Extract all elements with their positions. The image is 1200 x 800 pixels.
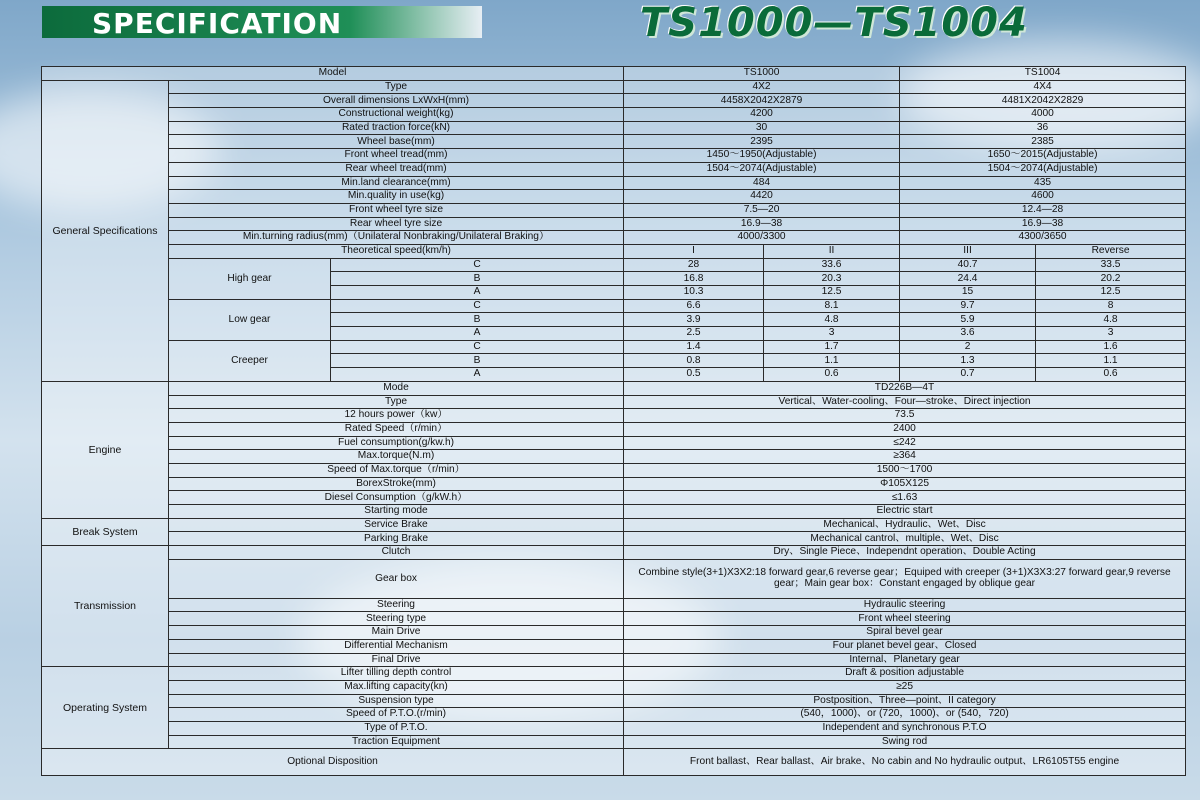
table-row xyxy=(42,694,1186,708)
spec-label: Min.quality in use(kg) xyxy=(169,190,624,204)
speed-header: Theoretical speed(km/h) xyxy=(169,244,624,258)
spec-value: ≥364 xyxy=(624,450,1186,464)
table-row xyxy=(42,450,1186,464)
speed-range-label: B xyxy=(331,354,624,368)
spec-value: Front wheel steering xyxy=(624,612,1186,626)
table-row xyxy=(42,491,1186,505)
model-header: Model xyxy=(42,67,624,81)
table-row xyxy=(42,612,1186,626)
table-row xyxy=(42,749,1186,776)
table-row xyxy=(42,708,1186,722)
spec-value-ts1000: 16.9—38 xyxy=(624,217,900,231)
spec-value-ts1000: 2395 xyxy=(624,135,900,149)
optional-disposition-value: Front ballast、Rear ballast、Air brake、No cabin and No hydraulic output、LR6105T55 engine xyxy=(624,749,1186,776)
table-row xyxy=(42,244,1186,258)
spec-label: 12 hours power（kw） xyxy=(169,409,624,423)
spec-label: Overall dimensions LxWxH(mm) xyxy=(169,94,624,108)
speed-group-label: Creeper xyxy=(169,340,331,381)
table-row xyxy=(42,409,1186,423)
spec-label: Constructional weight(kg) xyxy=(169,108,624,122)
spec-value: Dry、Single Piece、Independnt operation、Double Acting xyxy=(624,546,1186,560)
spec-value-ts1004: 4000 xyxy=(900,108,1186,122)
spec-label: Speed of Max.torque（r/min） xyxy=(169,463,624,477)
spec-value: Draft & position adjustable xyxy=(624,667,1186,681)
table-row xyxy=(42,176,1186,190)
optional-disposition-label: Optional Disposition xyxy=(42,749,624,776)
spec-value: Swing rod xyxy=(624,735,1186,749)
spec-value: Internal、Planetary gear xyxy=(624,653,1186,667)
spec-value-ts1000: 1504～2074(Adjustable) xyxy=(624,162,900,176)
spec-label: Max.torque(N.m) xyxy=(169,450,624,464)
spec-label: Main Drive xyxy=(169,626,624,640)
speed-value: 1.1 xyxy=(764,354,900,368)
spec-label: Rated traction force(kN) xyxy=(169,121,624,135)
speed-range-label: A xyxy=(331,286,624,300)
spec-value: Hydraulic steering xyxy=(624,598,1186,612)
spec-value-ts1004: 4X4 xyxy=(900,80,1186,94)
table-row xyxy=(42,598,1186,612)
table-row xyxy=(42,94,1186,108)
table-row xyxy=(42,80,1186,94)
speed-value: 4.8 xyxy=(764,313,900,327)
category-general: General Specifications xyxy=(42,80,169,381)
table-row xyxy=(42,721,1186,735)
speed-value: 2 xyxy=(900,340,1036,354)
speed-value: 0.6 xyxy=(1036,368,1186,382)
speed-value: 3.9 xyxy=(624,313,764,327)
speed-value: 10.3 xyxy=(624,286,764,300)
spec-value: (540，1000)、or (720，1000)、or (540，720) xyxy=(624,708,1186,722)
spec-label: BorexStroke(mm) xyxy=(169,477,624,491)
speed-group-label: High gear xyxy=(169,258,331,299)
table-row xyxy=(42,653,1186,667)
table-row xyxy=(42,518,1186,532)
table-row xyxy=(42,258,1186,272)
speed-value: 24.4 xyxy=(900,272,1036,286)
category-operating-system: Operating System xyxy=(42,667,169,749)
table-row xyxy=(42,135,1186,149)
table-row xyxy=(42,735,1186,749)
table-row xyxy=(42,121,1186,135)
speed-value: 4.8 xyxy=(1036,313,1186,327)
spec-value-ts1004: 1504～2074(Adjustable) xyxy=(900,162,1186,176)
table-row xyxy=(42,626,1186,640)
table-row xyxy=(42,463,1186,477)
spec-label: Traction Equipment xyxy=(169,735,624,749)
speed-value: 28 xyxy=(624,258,764,272)
spec-label: Front wheel tyre size xyxy=(169,203,624,217)
speed-value: 1.7 xyxy=(764,340,900,354)
spec-value: Mechanical cantrol、multiple、Wet、Disc xyxy=(624,532,1186,546)
speed-value: 3.6 xyxy=(900,327,1036,341)
speed-column-header: Reverse xyxy=(1036,244,1186,258)
spec-label: Lifter tilling depth control xyxy=(169,667,624,681)
spec-label: Type xyxy=(169,80,624,94)
spec-value-ts1004: 4481X2042X2829 xyxy=(900,94,1186,108)
speed-range-label: A xyxy=(331,368,624,382)
speed-value: 8.1 xyxy=(764,299,900,313)
category-brake-system: Break System xyxy=(42,518,169,545)
spec-value-ts1000: 484 xyxy=(624,176,900,190)
spec-label: Type of P.T.O. xyxy=(169,721,624,735)
speed-value: 9.7 xyxy=(900,299,1036,313)
spec-value-ts1000: 4420 xyxy=(624,190,900,204)
spec-value-ts1004: 1650～2015(Adjustable) xyxy=(900,149,1186,163)
spec-value: Mechanical、Hydraulic、Wet、Disc xyxy=(624,518,1186,532)
spec-value: Spiral bevel gear xyxy=(624,626,1186,640)
spec-label: Steering xyxy=(169,598,624,612)
speed-range-label: A xyxy=(331,327,624,341)
speed-value: 6.6 xyxy=(624,299,764,313)
spec-value: Φ105X125 xyxy=(624,477,1186,491)
table-row xyxy=(42,436,1186,450)
spec-value: ≤1.63 xyxy=(624,491,1186,505)
spec-value-ts1004: 12.4—28 xyxy=(900,203,1186,217)
speed-value: 12.5 xyxy=(764,286,900,300)
speed-value: 12.5 xyxy=(1036,286,1186,300)
spec-value-ts1004: 4600 xyxy=(900,190,1186,204)
spec-value-ts1000: 1450～1950(Adjustable) xyxy=(624,149,900,163)
speed-value: 33.6 xyxy=(764,258,900,272)
spec-value: ≤242 xyxy=(624,436,1186,450)
spec-label: Max.lifting capacity(kn) xyxy=(169,680,624,694)
model-a-header: TS1000 xyxy=(624,67,900,81)
speed-value: 0.8 xyxy=(624,354,764,368)
spec-label: Clutch xyxy=(169,546,624,560)
speed-range-label: C xyxy=(331,299,624,313)
spec-label: Rated Speed（r/min） xyxy=(169,422,624,436)
speed-value: 1.1 xyxy=(1036,354,1186,368)
specification-table xyxy=(41,66,1186,776)
spec-label: Suspension type xyxy=(169,694,624,708)
model-b-header: TS1004 xyxy=(900,67,1186,81)
speed-value: 20.2 xyxy=(1036,272,1186,286)
table-row xyxy=(42,190,1186,204)
speed-value: 0.6 xyxy=(764,368,900,382)
speed-value: 3 xyxy=(1036,327,1186,341)
spec-label: Starting mode xyxy=(169,505,624,519)
table-row xyxy=(42,231,1186,245)
speed-value: 8 xyxy=(1036,299,1186,313)
table-row xyxy=(42,477,1186,491)
speed-group-label: Low gear xyxy=(169,299,331,340)
spec-label: Parking Brake xyxy=(169,532,624,546)
spec-value-ts1000: 4000/3300 xyxy=(624,231,900,245)
table-row xyxy=(42,395,1186,409)
spec-label: Min.land clearance(mm) xyxy=(169,176,624,190)
spec-value: Electric start xyxy=(624,505,1186,519)
spec-value: 1500～1700 xyxy=(624,463,1186,477)
speed-value: 3 xyxy=(764,327,900,341)
speed-value: 5.9 xyxy=(900,313,1036,327)
table-row xyxy=(42,67,1186,81)
speed-value: 1.4 xyxy=(624,340,764,354)
spec-label: Front wheel tread(mm) xyxy=(169,149,624,163)
spec-label: Diesel Consumption（g/kW.h） xyxy=(169,491,624,505)
speed-range-label: C xyxy=(331,340,624,354)
speed-value: 20.3 xyxy=(764,272,900,286)
table-row xyxy=(42,532,1186,546)
speed-range-label: B xyxy=(331,272,624,286)
table-row xyxy=(42,680,1186,694)
speed-value: 40.7 xyxy=(900,258,1036,272)
spec-label: Final Drive xyxy=(169,653,624,667)
spec-value: Vertical、Water-cooling、Four—stroke、Direct injection xyxy=(624,395,1186,409)
table-row xyxy=(42,203,1186,217)
spec-value: ≥25 xyxy=(624,680,1186,694)
spec-value-ts1000: 30 xyxy=(624,121,900,135)
category-transmission: Transmission xyxy=(42,546,169,667)
spec-label: Min.turning radius(mm)（Unilateral Nonbraking/Unilateral Braking） xyxy=(169,231,624,245)
spec-label: Speed of P.T.O.(r/min) xyxy=(169,708,624,722)
speed-value: 1.3 xyxy=(900,354,1036,368)
spec-value-ts1000: 4458X2042X2879 xyxy=(624,94,900,108)
spec-label: Rear wheel tread(mm) xyxy=(169,162,624,176)
spec-value-ts1004: 2385 xyxy=(900,135,1186,149)
spec-value-ts1004: 4300/3650 xyxy=(900,231,1186,245)
table-row xyxy=(42,639,1186,653)
speed-value: 0.5 xyxy=(624,368,764,382)
speed-value: 15 xyxy=(900,286,1036,300)
spec-value: Four planet bevel gear、Closed xyxy=(624,639,1186,653)
table-row xyxy=(42,217,1186,231)
spec-value: 2400 xyxy=(624,422,1186,436)
table-row xyxy=(42,546,1186,560)
spec-value: Postposition、Three—point、II category xyxy=(624,694,1186,708)
spec-value: Independent and synchronous P.T.O xyxy=(624,721,1186,735)
table-row xyxy=(42,149,1186,163)
spec-label: Steering type xyxy=(169,612,624,626)
spec-label: Fuel consumption(g/kw.h) xyxy=(169,436,624,450)
spec-value-ts1000: 4X2 xyxy=(624,80,900,94)
spec-value: 73.5 xyxy=(624,409,1186,423)
speed-range-label: C xyxy=(331,258,624,272)
speed-column-header: III xyxy=(900,244,1036,258)
table-row xyxy=(42,559,1186,598)
model-range-title: TS1000—TS1004 xyxy=(640,0,1028,46)
spec-value-ts1000: 7.5—20 xyxy=(624,203,900,217)
section-title: SPECIFICATION xyxy=(92,7,343,40)
spec-value: Combine style(3+1)X3X2:18 forward gear,6 reverse gear；Equiped with creeper (3+1)X3X3:27 forward gear,9 reverse gear；Main gear box：Constant engaged by oblique gear xyxy=(624,559,1186,598)
table-row xyxy=(42,108,1186,122)
table-row xyxy=(42,340,1186,354)
table-row xyxy=(42,381,1186,395)
spec-value: TD226B—4T xyxy=(624,381,1186,395)
speed-column-header: II xyxy=(764,244,900,258)
spec-value-ts1004: 36 xyxy=(900,121,1186,135)
speed-range-label: B xyxy=(331,313,624,327)
speed-value: 33.5 xyxy=(1036,258,1186,272)
table-row xyxy=(42,299,1186,313)
spec-label: Rear wheel tyre size xyxy=(169,217,624,231)
spec-label: Differential Mechanism xyxy=(169,639,624,653)
table-row xyxy=(42,422,1186,436)
spec-label: Wheel base(mm) xyxy=(169,135,624,149)
category-engine: Engine xyxy=(42,381,169,518)
speed-value: 1.6 xyxy=(1036,340,1186,354)
table-row xyxy=(42,505,1186,519)
spec-label: Service Brake xyxy=(169,518,624,532)
speed-column-header: I xyxy=(624,244,764,258)
spec-label: Mode xyxy=(169,381,624,395)
spec-label: Gear box xyxy=(169,559,624,598)
spec-value-ts1000: 4200 xyxy=(624,108,900,122)
spec-label: Type xyxy=(169,395,624,409)
table-row xyxy=(42,162,1186,176)
speed-value: 2.5 xyxy=(624,327,764,341)
spec-value-ts1004: 435 xyxy=(900,176,1186,190)
speed-value: 0.7 xyxy=(900,368,1036,382)
table-row xyxy=(42,667,1186,681)
spec-value-ts1004: 16.9—38 xyxy=(900,217,1186,231)
speed-value: 16.8 xyxy=(624,272,764,286)
